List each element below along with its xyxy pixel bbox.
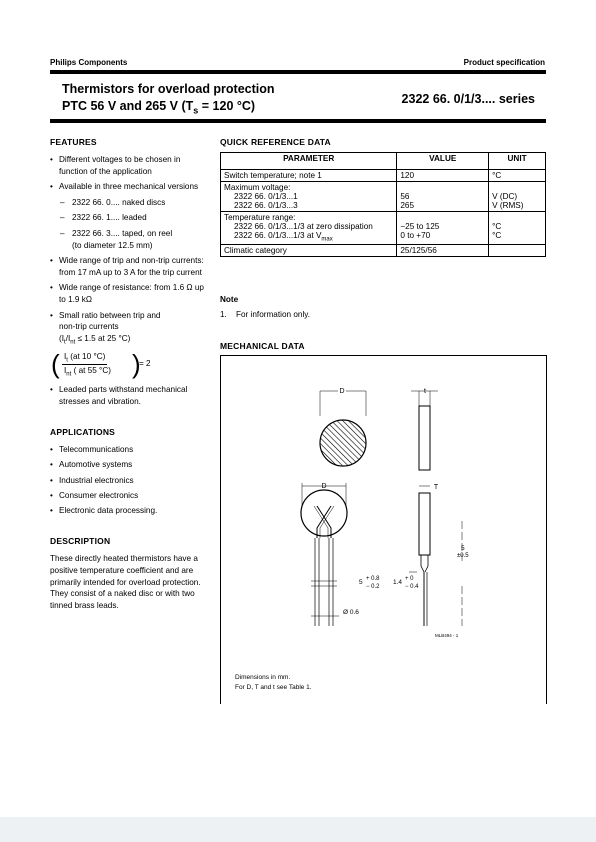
- dim-label-D: D: [339, 388, 345, 395]
- description-heading: DESCRIPTION: [50, 536, 111, 547]
- table-row: [221, 244, 546, 256]
- header-rule-top: [50, 70, 546, 74]
- table-row: [221, 170, 546, 182]
- cell-value: 56 265: [397, 182, 489, 212]
- dim-lead-spacing: 5: [359, 579, 363, 586]
- leaded-disc-front: [301, 483, 380, 626]
- naked-disc-front: [320, 386, 366, 466]
- dim-length-tol: ±0.5: [457, 553, 469, 559]
- cell-param: Climatic category: [221, 244, 397, 256]
- cell-param: Switch temperature; note 1: [221, 170, 397, 182]
- see-table-note: For D, T and t see Table 1.: [235, 684, 312, 691]
- doc-type: Product specification: [463, 58, 545, 67]
- quick-ref-heading: QUICK REFERENCE DATA: [220, 137, 331, 147]
- dim-lead-diameter: Ø 0.6: [343, 609, 359, 616]
- dim-lead-spacing-tol-up: + 0.8: [366, 576, 380, 582]
- version-item: – 2322 66. 1.... leaded: [60, 212, 208, 224]
- cell-param: Maximum voltage: 2322 66. 0/1/3...1 2322 66. 0/1/3...3: [221, 182, 397, 212]
- naked-disc-side: [411, 388, 438, 470]
- application-item: • Automotive systems: [50, 459, 208, 471]
- dim-offset-tol-up: + 0: [405, 576, 414, 582]
- version-item: – 2322 66. 0.... naked discs: [60, 197, 208, 209]
- dim-label-D2: D: [321, 483, 327, 490]
- cell-unit: V (DC) V (RMS): [489, 182, 546, 212]
- quick-ref-table: [220, 152, 546, 257]
- application-item: • Electronic data processing.: [50, 505, 208, 517]
- dim-length: 5: [461, 545, 465, 552]
- paren-left: (: [51, 348, 60, 379]
- description-text: These directly heated thermistors have a positive temperature coefficient and are primarily intended for overload protection. They consist of a naked disc or with two tinned brass leads.: [50, 554, 201, 610]
- mechanical-drawing-frame: [220, 355, 547, 704]
- application-item: • Industrial electronics: [50, 475, 208, 487]
- col-header-unit: UNIT: [489, 153, 546, 170]
- title-line-2: PTC 56 V and 265 V ($T_s = 120$ °C): [62, 99, 256, 116]
- dim-offset-tol-lo: − 0.4: [405, 584, 419, 590]
- col-header-parameter: PARAMETER: [221, 153, 397, 170]
- formula-numerator: $I_t$ (at 10 °C): [64, 351, 106, 364]
- formula-equals: = 2: [139, 358, 151, 368]
- doc-title: [62, 81, 275, 120]
- cell-unit: °C °C: [489, 212, 546, 245]
- dim-offset: 1.4: [393, 579, 403, 586]
- figure-code: MLB494 - 1: [435, 633, 459, 638]
- dim-lead-spacing-tol-lo: − 0.2: [366, 584, 380, 590]
- feature-item: • Different voltages to be chosen in function of the application: [50, 154, 208, 177]
- application-item: • Telecommunications: [50, 444, 208, 456]
- cell-param: Temperature range: 2322 66. 0/1/3...1/3 at zero dissipation 2322 66. 0/1/3...1/3 at $V_{max}$: [221, 212, 397, 245]
- features-list: [50, 154, 208, 193]
- version-item: – 2322 66. 3.... taped, on reel: [60, 228, 208, 240]
- dimensions-note: Dimensions in mm.: [235, 674, 291, 681]
- table-header-row: [221, 153, 546, 170]
- cell-unit: [489, 244, 546, 256]
- cell-unit: °C: [489, 170, 546, 182]
- left-column: [50, 137, 208, 611]
- series-label: 2322 66. 0/1/3.... series: [401, 92, 535, 106]
- formula-denominator: $I_{nt}$ ( at 55 °C): [64, 365, 111, 378]
- feature-item: • Wide range of resistance: from 1.6 Ω up to 1.9 kΩ: [50, 282, 208, 305]
- features-list-2: [50, 255, 208, 349]
- table-row: [221, 182, 546, 212]
- applications-heading: APPLICATIONS: [50, 427, 116, 438]
- feature-item: • Leaded parts withstand mechanical stresses and vibration.: [50, 384, 208, 407]
- mechanical-heading: MECHANICAL DATA: [220, 341, 305, 351]
- cell-value: 25/125/56: [397, 244, 489, 256]
- header-rule-bottom: [50, 119, 546, 123]
- mechanical-drawing: [221, 356, 546, 704]
- feature-item: • Available in three mechanical versions: [50, 181, 208, 193]
- table-row: [221, 212, 546, 245]
- dim-label-T: T: [433, 484, 439, 491]
- feature-item-ratio: • Small ratio between trip and non-trip currents ($I_t/I_{nt} \le 1.5$ at 25 °C): [50, 310, 208, 349]
- dim-label-t: t: [424, 388, 426, 395]
- applications-list: [50, 444, 208, 516]
- cell-value: −25 to 125 0 to +70: [397, 212, 489, 245]
- leaded-disc-side: [393, 484, 469, 638]
- col-header-value: VALUE: [397, 153, 489, 170]
- note-number: 1.: [220, 310, 227, 319]
- features-heading: FEATURES: [50, 137, 97, 147]
- versions-list: [60, 197, 208, 240]
- cell-value: 120: [397, 170, 489, 182]
- application-item: • Consumer electronics: [50, 490, 208, 502]
- title-line-1: Thermistors for overload protection: [62, 82, 275, 96]
- paren-right: ): [132, 348, 141, 379]
- ratio-formula: [50, 350, 208, 382]
- version-note: (to diameter 12.5 mm): [72, 240, 153, 250]
- note-heading: Note: [220, 295, 239, 304]
- viewer-bottom-bar: [0, 817, 596, 842]
- note-text: For information only.: [236, 310, 311, 319]
- features-list-3: [50, 384, 208, 407]
- feature-item: • Wide range of trip and non-trip currents: from 17 mA up to 3 A for the trip current: [50, 255, 208, 278]
- company-name: Philips Components: [50, 58, 128, 67]
